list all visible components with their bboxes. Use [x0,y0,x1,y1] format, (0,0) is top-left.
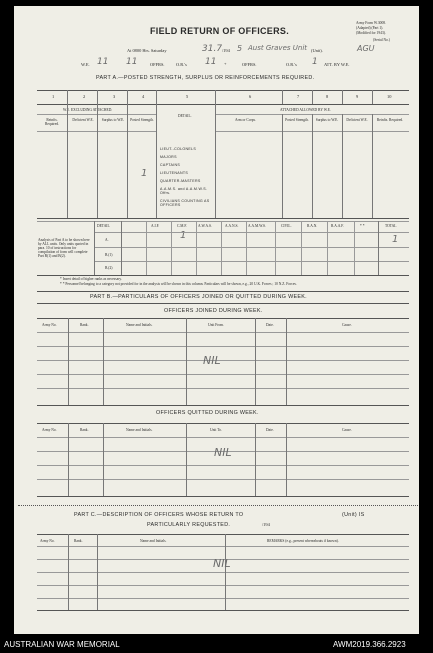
quitted-row-rule [37,465,409,466]
joined-col-unit-from: Unit From. [208,323,224,327]
analysis-total-handwriting: 1 [392,234,399,245]
posted-strength-handwriting: 1 [141,168,148,179]
part-c-col-army-no: Army No. [40,539,55,543]
analysis-footnote-1: * Insert detail of higher ranks as necessary. [60,277,122,281]
part-c-date: /194 [262,522,270,527]
form-ref-line1: Army Form W.3008. [356,21,386,25]
part-c-unit-is: (Unit) IS [342,512,365,518]
part-a-vline [342,114,343,218]
part-c-requested: PARTICULARLY REQUESTED. [147,522,231,528]
part-c-vline [68,534,69,610]
analysis-col-civil: CIVIL. [281,224,292,228]
joined-row-rule [37,346,409,347]
col-number: 3 [113,94,116,99]
part-c-col-name: Name and Initials. [140,539,167,543]
analysis-vline [121,221,122,275]
analysis-vline [301,221,302,275]
part-a-vline [282,114,283,218]
part-a-top-rule [37,90,409,91]
analysis-vline [354,221,355,275]
part-b-title: PART B.—PARTICULARS OF OFFICERS JOINED OR QUITTED DURING WEEK. [90,294,307,300]
footer-left-caption: AUSTRALIAN WAR MEMORIAL [4,640,120,649]
joined-col-name: Name and Initials. [126,323,153,327]
quitted-vline [255,423,256,496]
col-number: 7 [297,94,300,99]
part-a-vline [67,90,68,104]
rank-captains: CAPTAINS [160,163,181,167]
plus-sign: + [224,61,227,66]
quitted-row-rule [37,479,409,480]
part-c-title: PART C.—DESCRIPTION OF OFFICERS WHOSE RETURN TO [74,512,244,518]
analysis-col-awas: A.W.A.S. [198,224,212,228]
we-handwriting: 11 [97,57,109,67]
analysis-col-total: TOTAL [385,224,397,228]
joined-col-army-no: Army No. [42,323,57,327]
analysis-col-aans: A.A.N.S. [225,224,239,228]
date-handwriting: 31.7 [202,44,223,54]
analysis-vline [378,221,379,275]
quitted-bottom-rule [37,496,409,497]
rank-lieutenants: LIEUTENANTS [160,171,189,175]
quitted-col-rank: Rank. [80,428,89,432]
part-a-vline [342,90,343,104]
part-c-vline [225,534,226,610]
part-c-row-rule [37,572,409,573]
joined-bottom-rule [37,405,409,406]
rank-civilians: CIVILIANS COUNTING AS OFFICERS [160,199,210,207]
col-number: 1 [52,94,55,99]
rank-majors: MAJORS [160,155,177,159]
part-c-row-rule [37,598,409,599]
analysis-col-raaf: R.A.A.F. [331,224,344,228]
part-c-top-rule [37,534,409,535]
analysis-row-b2: B.(2) [105,266,113,270]
rank-quarter-masters: QUARTER-MASTERS [160,179,201,183]
joined-row-rule [37,374,409,375]
offrs-label-1: OFFRS. [150,62,165,67]
part-a-title: PART A.—POSTED STRENGTH, SURPLUS OR REINFORCEMENTS REQUIRED. [96,75,315,81]
joined-nil-handwriting: NIL [203,354,221,367]
part-a-vline [372,90,373,104]
joined-row-rule [37,388,409,389]
part-a-vline [97,90,98,104]
offrs-handwriting: 11 [126,57,138,67]
analysis-row-rule [94,261,409,262]
subhead-posted-right: Posted Strength. [285,118,309,122]
joined-vline [186,318,187,405]
joined-vline [286,318,287,405]
part-c-bottom-rule [37,610,409,611]
quitted-header-rule [37,437,409,438]
part-a-vline [372,114,373,218]
we-label: W.E. [81,62,90,67]
part-c-col-remarks: REMARKS (e.g., present whereabouts if known). [267,539,339,543]
analysis-col-cmf: C.M.F. [177,224,187,228]
rank-aams: A.A.M.S. and A.A.M.W.S. Offrs. [160,187,208,195]
part-a-vline [312,90,313,104]
analysis-footnote-2: * * Personnel belonging to a category not provided for in the analysis will be shown in this column. Particulars will be shown, e.g., 20 U.K. Forces ; 10 N.Z. Forces. [60,282,297,286]
col-number: 10 [387,94,392,99]
quitted-vline [186,423,187,496]
form-ref-line3: (Modified for 1943). [356,31,386,35]
analysis-col-aamws: A.A.M.W.S. [248,224,266,228]
part-a-vline [67,104,68,218]
part-a-vline [127,90,128,104]
analysis-header-rule [94,232,409,233]
quitted-col-name: Name and Initials. [126,428,153,432]
part-c-nil-handwriting: NIL [213,557,231,570]
subhead-deficient-left: Deficient W.E. [72,118,94,122]
offrs-label-2: OFFRS. [242,62,257,67]
joined-title: OFFICERS JOINED DURING WEEK. [164,308,263,314]
quitted-vline [68,423,69,496]
at-hours-line: At 0800 Hrs. Saturday [127,48,167,53]
analysis-row-a: A. [105,238,109,242]
subhead-posted-left: Posted Strength. [130,118,154,122]
joined-header-rule [37,332,409,333]
rank-lieut-colonels: LIEUT.-COLONELS [160,147,197,151]
quitted-title: OFFICERS QUITTED DURING WEEK. [156,410,259,416]
att-label: ATT. BY W.E. [324,62,350,67]
unit-handwriting: Aust Graves Unit [248,44,308,52]
quitted-col-army-no: Army No. [42,428,57,432]
subhead-surplus-right: Surplus to W.E. [315,118,339,122]
analysis-note: Analysis of Part A to be shown here by ALL units. Only units quoted in para. 10 of instructions for compilation of form will complete Part B(1) and B(2). [38,238,90,258]
col-number: 5 [186,94,189,99]
part-a-bottom-rule [37,218,409,219]
part-c-vline [97,534,98,610]
joined-vline [255,318,256,405]
part-c-perforation [18,505,418,506]
col-number: 9 [356,94,359,99]
year-handwriting: 5 [237,44,243,53]
part-a-numbers-rule [37,104,409,105]
quitted-col-cause: Cause. [342,428,352,432]
part-c-header-rule [37,546,409,547]
group-right-heading: ATTACHED ALLOWED BY W.E. [280,108,331,112]
part-a-vline [127,104,128,218]
analysis-row-b1: B.(1) [105,253,113,257]
unit-label: (Unit). [311,48,323,53]
quitted-vline [286,423,287,496]
joined-vline [68,318,69,405]
analysis-vline [171,221,172,275]
joined-col-rank: Rank. [80,323,89,327]
group-left-heading: W.E. EXCLUDING ATTACHED. [63,108,113,112]
part-a-vline [156,90,157,218]
part-a-vline [282,90,283,104]
part-c-row-rule [37,585,409,586]
col-number: 6 [249,94,252,99]
part-b-top-rule [37,291,409,292]
analysis-col-ran: R.A.N. [307,224,318,228]
corner-handwriting: AGU [357,44,375,53]
analysis-col-aif: A.I.F. [151,224,160,228]
part-a-vline [215,90,216,218]
quitted-col-unit-to: Unit To. [210,428,222,432]
quitted-vline [103,423,104,496]
footer-right-caption: AWM2019.366.2923 [333,640,406,649]
joined-col-date: Date. [266,323,274,327]
part-a-vline [97,104,98,218]
joined-col-cause: Cause. [342,323,352,327]
analysis-vline [327,221,328,275]
col-number: 4 [142,94,145,99]
subhead-reinfts-left: Reinfts. Required. [44,118,60,126]
analysis-col-other: * * [360,224,365,228]
form-ref-line4: (Serial No.) [373,38,390,42]
analysis-vline [94,221,95,275]
analysis-bottom-rule [37,275,409,276]
part-a-vline [312,114,313,218]
quitted-title-rule [37,423,409,424]
analysis-vline [221,221,222,275]
analysis-vline [246,221,247,275]
ors-handwriting-1: 11 [205,57,217,67]
ors-handwriting-2: 1 [312,57,318,67]
quitted-nil-handwriting: NIL [214,446,232,459]
analysis-vline [196,221,197,275]
joined-vline [103,318,104,405]
analysis-cmf-handwriting: 1 [180,230,187,241]
part-b-title-rule [37,303,409,304]
part-c-col-rank: Rank. [74,539,83,543]
joined-title-rule [37,318,409,319]
year-label: /194 [222,48,230,53]
analysis-vline [146,221,147,275]
subhead-arm-corps: Arm or Corps. [235,118,256,122]
subhead-surplus-left: Surplus to W.E. [101,118,125,122]
form-ref-line2: (Adapted) (Part 1). [356,26,384,30]
detail-heading: DETAIL. [178,114,192,118]
col-number: 8 [326,94,329,99]
joined-row-rule [37,360,409,361]
form-title: FIELD RETURN OF OFFICERS. [150,26,289,36]
ors-label-2: O.R.'s [286,62,297,67]
quitted-col-date: Date. [266,428,274,432]
ors-label-1: O.R.'s [176,62,187,67]
analysis-detail-heading: DETAIL [97,224,110,228]
col-number: 2 [83,94,86,99]
analysis-vline [275,221,276,275]
analysis-row-rule [94,247,409,248]
subhead-deficient-right: Deficient W.E. [346,118,368,122]
subhead-reinfts-right: Reinfts. Required. [376,118,404,122]
